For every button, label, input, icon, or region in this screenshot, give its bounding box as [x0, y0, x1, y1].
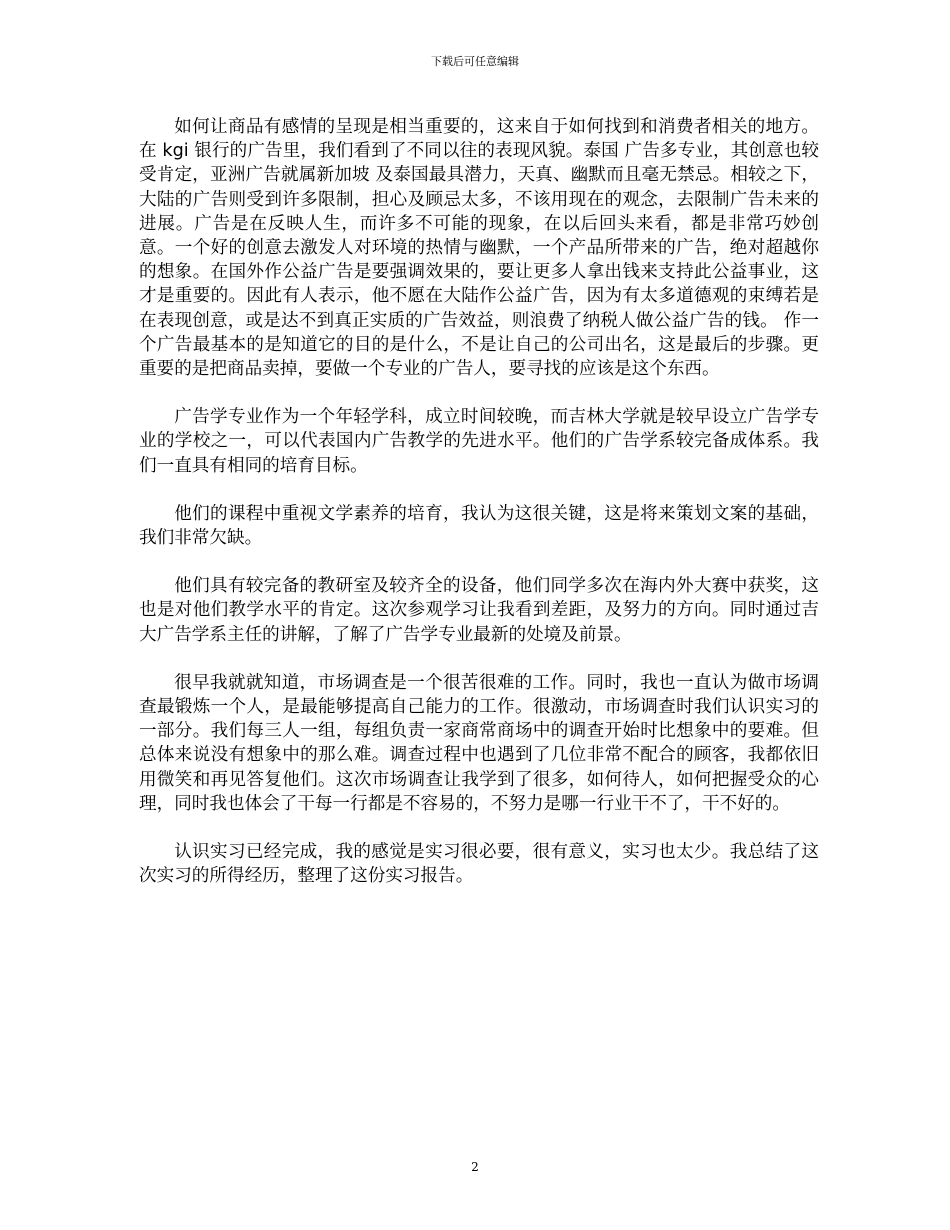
paragraph-conclusion: 认识实习已经完成，我的感觉是实习很必要，很有意义，实习也太少。我总结了这次实习的所得经历，整理了这份实习报告。: [139, 842, 819, 887]
page-header: 下载后可任意编辑: [431, 55, 519, 68]
paragraph-advertising-emotion: 如何让商品有感情的呈现是相当重要的，这来自于如何找到和消费者相关的地方。在 kgi 银行的广告里，我们看到了不同以往的表现风貌。泰国 广告多专业，其创意也较受肯定，亚洲广告就属新加坡 及泰国最具潜力，天真、幽默而且毫无禁忌。相较之下，大陆的广告则受到许多限制，担心及顾忌太多，不该用现在的观念，去限制广告未来的进展。广告是在反映人生，而许多不可能的现象，在以后回头来看，都是非常巧妙创意。一个好的创意去激发人对环境的热情与幽默，一个产品所带来的广告，绝对超越你的想象。在国外作公益广告是要强调效果的，要让更多人拿出钱来支持此公益事业，这才是重要的。因此有人表示，他不愿在大陆作公益广告，因为有太多道德观的束缚若是在表现创意，或是达不到真正实质的广告效益，则浪费了纳税人做公益广告的钱。 作一个广告最基本的是知道它的目的是什么，不是让自己的公司出名，这是最后的步骤。更重要的是把商品卖掉，要做一个专业的广告人，要寻找的应该是这个东西。: [139, 117, 819, 380]
paragraph-market-research: 很早我就就知道，市场调查是一个很苦很难的工作。同时，我也一直认为做市场调查最锻炼一个人，是最能够提高自己能力的工作。很激动，市场调查时我们认识实习的一部分。我们每三人一组，每组负责一家商常商场中的调查开始时比想象中的要难。但总体来说没有想象中的那么难。调查过程中也遇到了几位非常不配合的顾客，我都依旧用微笑和再见答复他们。这次市场调查让我学到了很多，如何待人，如何把握受众的心理，同时我也体会了干每一行都是不容易的，不努力是哪一行业干不了，干不好的。: [139, 672, 819, 814]
paragraph-jilin-university: 广告学专业作为一个年轻学科，成立时间较晚，而吉林大学就是较早设立广告学专业的学校之一，可以代表国内广告教学的先进水平。他们的广告学系较完备成体系。我们一直具有相同的培育目标。: [139, 407, 819, 476]
paragraph-literary-cultivation: 他们的课程中重视文学素养的培育，我认为这很关键，这是将来策划文案的基础，我们非常欠缺。: [139, 503, 819, 549]
paragraph-facilities: 他们具有较完备的教研室及较齐全的设备，他们同学多次在海内外大赛中获奖，这也是对他们教学水平的肯定。这次参观学习让我看到差距，及努力的方向。同时通过吉大广告学系主任的讲解，了解了广告学专业最新的处境及前景。: [139, 576, 819, 645]
document-body: [139, 115, 819, 912]
page-number: 2: [471, 1160, 479, 1174]
